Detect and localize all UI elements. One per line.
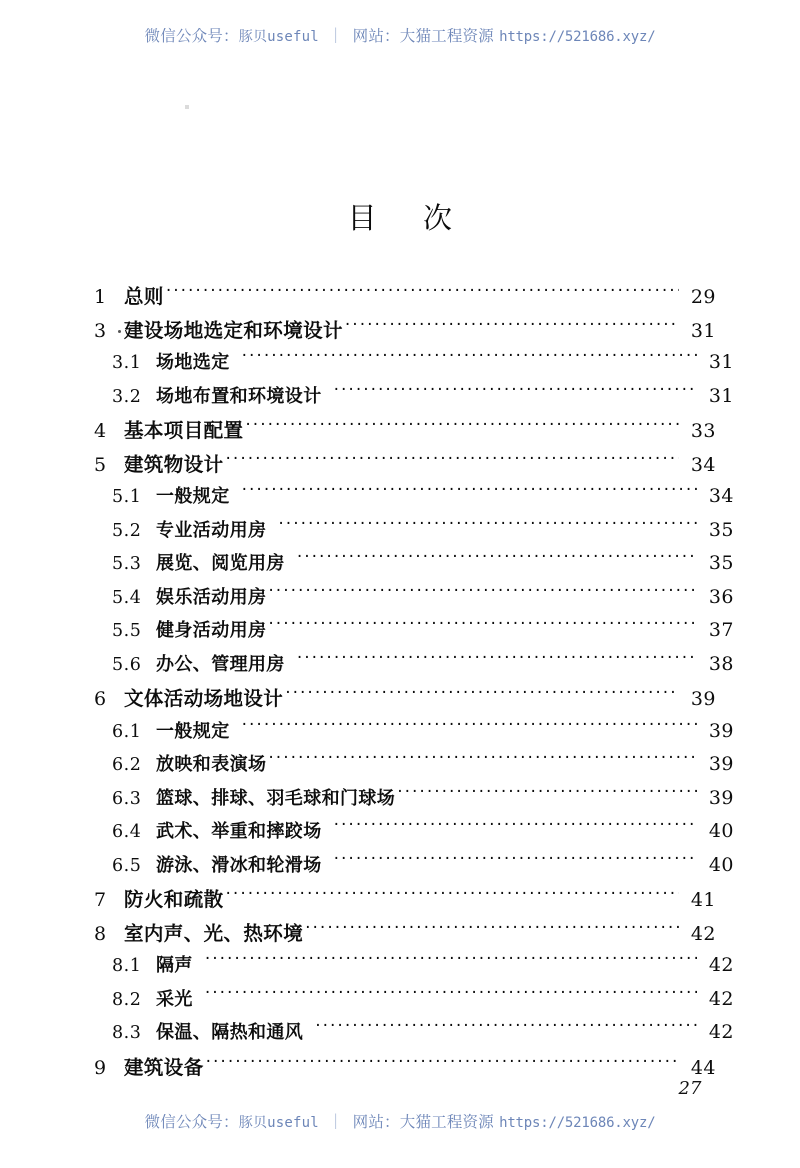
page-number: 27 [678, 1078, 702, 1099]
toc-leader-dots [268, 619, 697, 637]
toc-leader-dots [334, 820, 697, 838]
toc-entry-number: 8.3 [112, 1023, 142, 1043]
watermark-url: https://521686.xyz/ [499, 29, 656, 45]
toc-leader-dots [206, 1055, 679, 1074]
toc-entry[interactable] [94, 985, 734, 1019]
toc-entry[interactable] [94, 784, 734, 818]
toc-entry-number: 5.3 [112, 554, 142, 574]
toc-entry-number: 6.3 [112, 788, 142, 809]
toc-leader-dots [334, 853, 697, 871]
scan-speck [185, 105, 189, 109]
toc-leader-dots [242, 485, 697, 503]
watermark-wechat-prefix: 微信公众号： [144, 1113, 239, 1131]
toc-entry-label: 放映和表演场 [156, 754, 267, 775]
toc-entry[interactable] [94, 516, 734, 550]
watermark-wechat-account: 豚贝useful [238, 1115, 319, 1131]
toc-leader-dots [205, 954, 697, 972]
toc-entry-label: 隔声 [156, 955, 193, 976]
toc-entry[interactable] [94, 415, 716, 449]
toc-entry[interactable] [94, 348, 734, 382]
toc-entry-label: 场地布置和环境设计 [156, 385, 322, 407]
toc-entry-label: 基本项目配置 [124, 419, 244, 442]
toc-entry-number: 6.4 [112, 822, 142, 842]
table-of-contents [94, 281, 734, 1085]
toc-entry-page: 31 [708, 351, 734, 373]
toc-entry-label: 建筑设备 [124, 1055, 204, 1079]
toc-entry-number: 8.1 [112, 956, 142, 976]
toc-entry-page: 44 [690, 1056, 716, 1079]
toc-leader-dots [297, 552, 697, 570]
toc-entry[interactable] [94, 717, 734, 751]
toc-entry[interactable] [94, 817, 734, 851]
toc-entry[interactable] [94, 449, 716, 483]
watermark-separator: ｜ [327, 27, 344, 45]
toc-entry-number: 3.1 [112, 353, 142, 373]
toc-entry-number: 5.4 [112, 587, 142, 608]
toc-entry-label: 防火和疏散 [124, 888, 224, 911]
toc-entry-number: 4 [94, 420, 107, 442]
toc-entry-number: 5.5 [112, 621, 142, 641]
page-title [0, 196, 800, 237]
toc-entry-label: 办公、管理用房 [156, 653, 285, 675]
toc-entry[interactable] [94, 951, 734, 985]
toc-entry[interactable] [94, 616, 734, 650]
toc-entry[interactable] [94, 1018, 734, 1052]
watermark-site-prefix: 网站： [352, 1113, 400, 1131]
toc-entry-label: 建设场地选定和环境设计 [124, 318, 343, 342]
toc-entry-page: 31 [708, 384, 734, 407]
toc-entry-page: 39 [708, 786, 734, 809]
toc-leader-dots [334, 384, 697, 402]
watermark-wechat-prefix: 微信公众号： [144, 27, 239, 45]
toc-entry[interactable] [94, 750, 734, 784]
toc-entry-page: 34 [690, 453, 716, 476]
toc-entry-label: 采光 [156, 988, 193, 1010]
toc-leader-dots [285, 686, 679, 705]
watermark-wechat-account: 豚贝useful [238, 29, 319, 45]
page-title-left: 目 [347, 201, 377, 235]
toc-entry-page: 42 [708, 954, 734, 976]
watermark-url: https://521686.xyz/ [499, 1115, 656, 1131]
toc-entry-page: 42 [690, 922, 716, 945]
toc-leader-dots [278, 518, 697, 536]
toc-entry-label: 建筑物设计 [124, 452, 224, 476]
toc-entry-number: 3 [94, 319, 107, 342]
toc-entry[interactable] [94, 918, 716, 952]
toc-entry-number: 6.5 [112, 855, 142, 876]
toc-entry-number: 5.1 [112, 487, 142, 507]
toc-entry-label: 总则 [124, 285, 164, 308]
page-title-right: 次 [423, 201, 453, 235]
toc-entry[interactable] [94, 683, 716, 717]
toc-entry-page: 42 [708, 1021, 734, 1043]
toc-leader-dots [242, 719, 697, 737]
toc-entry-number: 9 [94, 1056, 107, 1079]
toc-leader-dots [268, 753, 697, 771]
toc-entry-page: 40 [708, 853, 734, 876]
toc-entry[interactable] [94, 382, 734, 416]
toc-entry-label: 文体活动场地设计 [124, 687, 284, 710]
toc-entry-number: 6.1 [112, 721, 142, 742]
watermark-site-name: 大猫工程资源 [399, 1113, 494, 1131]
watermark-footer [0, 1110, 800, 1132]
toc-leader-dots [315, 1021, 697, 1039]
toc-entry-number: 6 [94, 688, 107, 710]
toc-entry-number: 6.2 [112, 755, 142, 775]
toc-leader-dots [245, 418, 679, 437]
toc-entry-label: 一般规定 [156, 486, 230, 507]
toc-entry[interactable] [94, 315, 716, 349]
toc-entry-page: 36 [708, 585, 734, 608]
toc-entry-page: 35 [708, 518, 734, 541]
toc-entry-page: 39 [690, 688, 716, 710]
toc-entry[interactable] [94, 281, 716, 315]
toc-entry-page: 41 [690, 889, 716, 911]
toc-entry-page: 34 [708, 485, 734, 507]
toc-entry-label: 专业活动用房 [156, 519, 267, 541]
watermark-site-prefix: 网站： [352, 27, 400, 45]
toc-leader-dots [305, 921, 679, 940]
toc-entry-label: 娱乐活动用房 [156, 586, 267, 608]
toc-leader-dots [166, 284, 679, 303]
toc-leader-dots [268, 585, 697, 603]
watermark-site-name: 大猫工程资源 [399, 27, 494, 45]
toc-entry-label: 一般规定 [156, 720, 230, 742]
toc-entry-number: 8.2 [112, 989, 142, 1010]
toc-entry-page: 39 [708, 719, 734, 742]
toc-entry-page: 33 [690, 420, 716, 442]
toc-leader-dots [397, 786, 697, 804]
watermark-separator: ｜ [327, 1113, 344, 1131]
toc-entry-page: 35 [708, 552, 734, 574]
toc-entry[interactable] [94, 650, 734, 684]
toc-entry-page: 37 [708, 619, 734, 641]
toc-leader-dots [205, 987, 697, 1005]
toc-entry-number: 7 [94, 889, 107, 911]
toc-leader-dots [345, 318, 679, 337]
toc-leader-dots [242, 351, 697, 369]
toc-leader-dots [226, 887, 679, 906]
toc-entry-number: 5.2 [112, 520, 142, 541]
toc-entry[interactable] [94, 583, 734, 617]
toc-entry-label: 武术、举重和摔跤场 [156, 821, 322, 842]
toc-entry-label: 场地选定 [156, 352, 230, 373]
toc-leader-dots [226, 452, 679, 471]
toc-entry[interactable] [94, 482, 734, 516]
toc-entry-page: 39 [708, 753, 734, 775]
toc-entry-number: 8 [94, 922, 107, 945]
scan-speck-secondary [118, 330, 121, 333]
toc-entry-number: 3.2 [112, 386, 142, 407]
toc-entry-number: 1 [94, 286, 107, 308]
toc-entry-label: 室内声、光、热环境 [124, 921, 304, 945]
toc-entry-number: 5 [94, 453, 107, 476]
toc-entry-page: 38 [708, 652, 734, 675]
toc-leader-dots [297, 652, 697, 670]
toc-entry-page: 29 [690, 286, 716, 308]
watermark-header [0, 24, 800, 46]
toc-entry-label: 健身活动用房 [156, 620, 267, 641]
folio [0, 1078, 800, 1099]
toc-entry-number: 5.6 [112, 654, 142, 675]
toc-entry-label: 篮球、排球、羽毛球和门球场 [156, 787, 396, 809]
toc-entry-page: 40 [708, 820, 734, 842]
toc-entry[interactable] [94, 851, 734, 885]
toc-entry-label: 保温、隔热和通风 [156, 1022, 304, 1043]
toc-entry[interactable] [94, 549, 734, 583]
toc-entry-label: 展览、阅览用房 [156, 553, 285, 574]
toc-entry-label: 游泳、滑冰和轮滑场 [156, 854, 322, 876]
toc-entry-page: 31 [690, 319, 716, 342]
toc-entry[interactable] [94, 884, 716, 918]
toc-entry-page: 42 [708, 987, 734, 1010]
